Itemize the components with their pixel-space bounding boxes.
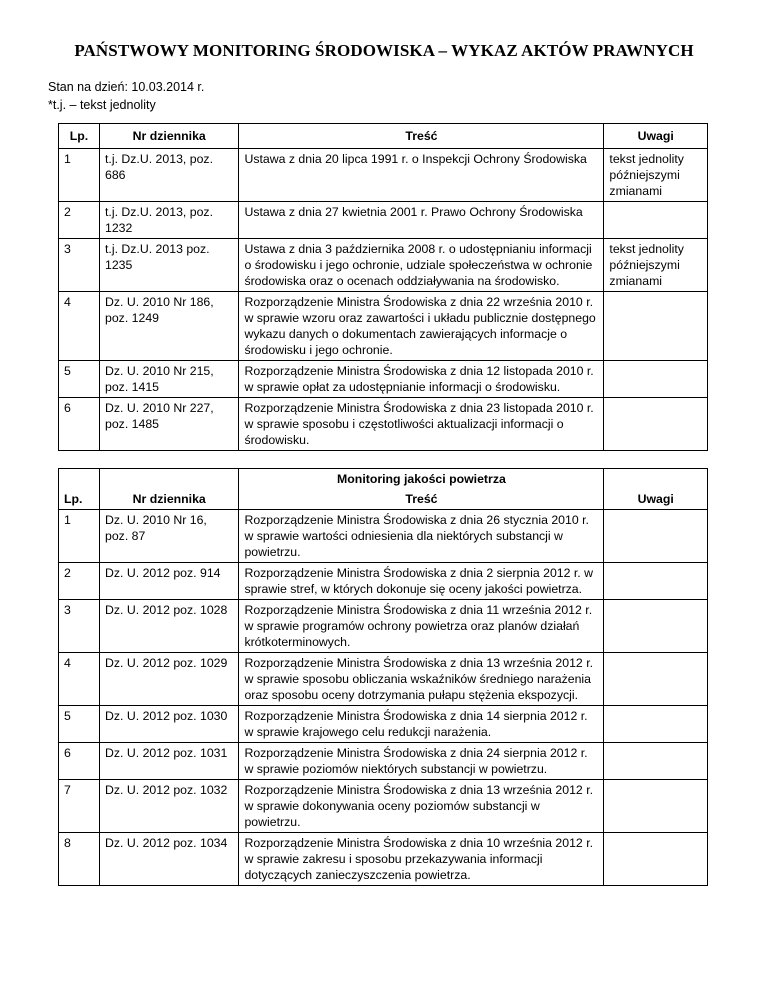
row-tresc: Ustawa z dnia 3 października 2008 r. o udostępnianiu informacji o środowisku i jego ochronie, udziale społeczeństwa w ochronie środowiska oraz o ocenach oddziaływania na środowisko. bbox=[239, 239, 604, 292]
row-nr: Dz. U. 2010 Nr 215, poz. 1415 bbox=[100, 361, 239, 398]
table-row bbox=[59, 743, 708, 780]
row-tresc: Rozporządzenie Ministra Środowiska z dnia 13 września 2012 r. w sprawie dokonywania oceny poziomów substancji w powietrzu. bbox=[239, 780, 604, 833]
row-uwagi: tekst jednolity późniejszymi zmianami bbox=[604, 149, 708, 202]
row-tresc: Rozporządzenie Ministra Środowiska z dnia 22 września 2010 r. w sprawie wzoru oraz zawartości i układu publicznie dostępnego wykazu danych o dokumentach zawierających informacje o środowisku i jego ochronie. bbox=[239, 292, 604, 361]
col-uwagi-header: Uwagi bbox=[604, 489, 708, 510]
row-tresc: Rozporządzenie Ministra Środowiska z dnia 13 września 2012 r. w sprawie sposobu obliczania wskaźników średniego narażenia oraz sposobu oceny dotrzymania pułapu stężenia ekspozycji. bbox=[239, 653, 604, 706]
row-uwagi bbox=[604, 563, 708, 600]
table-row bbox=[59, 149, 708, 202]
row-lp: 2 bbox=[59, 202, 100, 239]
row-lp: 1 bbox=[59, 149, 100, 202]
row-tresc: Rozporządzenie Ministra Środowiska z dnia 10 września 2012 r. w sprawie zakresu i sposobu przekazywania informacji dotyczących zanieczyszczenia powietrza. bbox=[239, 833, 604, 886]
row-lp: 2 bbox=[59, 563, 100, 600]
row-tresc: Rozporządzenie Ministra Środowiska z dnia 2 sierpnia 2012 r. w sprawie stref, w których dokonuje się oceny jakości powietrza. bbox=[239, 563, 604, 600]
row-uwagi bbox=[604, 706, 708, 743]
row-nr: Dz. U. 2010 Nr 16, poz. 87 bbox=[100, 510, 239, 563]
row-lp: 6 bbox=[59, 743, 100, 780]
table-row bbox=[59, 563, 708, 600]
row-uwagi bbox=[604, 780, 708, 833]
col-uwagi-header: Uwagi bbox=[604, 124, 708, 149]
row-uwagi bbox=[604, 510, 708, 563]
table-row bbox=[59, 510, 708, 563]
col-nr-header: Nr dziennika bbox=[100, 124, 239, 149]
col-tresc-header: Treść bbox=[239, 124, 604, 149]
status-date: Stan na dzień: 10.03.2014 r. bbox=[48, 80, 205, 94]
row-uwagi bbox=[604, 653, 708, 706]
row-nr: Dz. U. 2012 poz. 1031 bbox=[100, 743, 239, 780]
table-row bbox=[59, 833, 708, 886]
row-lp: 3 bbox=[59, 600, 100, 653]
row-lp: 1 bbox=[59, 510, 100, 563]
table-row bbox=[59, 202, 708, 239]
table-row bbox=[59, 398, 708, 451]
col-nr-header: Nr dziennika bbox=[100, 489, 239, 510]
row-uwagi bbox=[604, 398, 708, 451]
abbreviation-note: *t.j. – tekst jednolity bbox=[48, 98, 156, 112]
row-tresc: Rozporządzenie Ministra Środowiska z dnia 23 listopada 2010 r. w sprawie sposobu i częstotliwości aktualizacji informacji o środowisku. bbox=[239, 398, 604, 451]
row-nr: Dz. U. 2012 poz. 1028 bbox=[100, 600, 239, 653]
row-nr: t.j. Dz.U. 2013 poz. 1235 bbox=[100, 239, 239, 292]
row-tresc: Rozporządzenie Ministra Środowiska z dnia 12 listopada 2010 r. w sprawie opłat za udostępnianie informacji o środowisku. bbox=[239, 361, 604, 398]
row-uwagi bbox=[604, 292, 708, 361]
table-row bbox=[59, 706, 708, 743]
row-nr: t.j. Dz.U. 2013, poz. 686 bbox=[100, 149, 239, 202]
table-row bbox=[59, 600, 708, 653]
table-row bbox=[59, 239, 708, 292]
table-row bbox=[59, 653, 708, 706]
table-header-row bbox=[59, 124, 708, 149]
row-nr: Dz. U. 2010 Nr 227, poz. 1485 bbox=[100, 398, 239, 451]
section-header-row bbox=[59, 469, 708, 490]
row-uwagi bbox=[604, 361, 708, 398]
col-tresc-header: Treść bbox=[239, 489, 604, 510]
col-lp-header: Lp. bbox=[59, 124, 100, 149]
row-tresc: Rozporządzenie Ministra Środowiska z dnia 11 września 2012 r. w sprawie programów ochrony powietrza oraz planów działań krótkoterminowych. bbox=[239, 600, 604, 653]
row-nr: t.j. Dz.U. 2013, poz. 1232 bbox=[100, 202, 239, 239]
row-uwagi bbox=[604, 833, 708, 886]
table-row bbox=[59, 780, 708, 833]
row-uwagi bbox=[604, 600, 708, 653]
row-nr: Dz. U. 2012 poz. 1029 bbox=[100, 653, 239, 706]
col-lp-header: Lp. bbox=[59, 489, 100, 510]
row-nr: Dz. U. 2010 Nr 186, poz. 1249 bbox=[100, 292, 239, 361]
row-lp: 6 bbox=[59, 398, 100, 451]
air-quality-table bbox=[58, 468, 708, 886]
table-row bbox=[59, 361, 708, 398]
legal-acts-table bbox=[58, 123, 708, 451]
row-tresc: Ustawa z dnia 27 kwietnia 2001 r. Prawo Ochrony Środowiska bbox=[239, 202, 604, 239]
row-lp: 8 bbox=[59, 833, 100, 886]
row-nr: Dz. U. 2012 poz. 1032 bbox=[100, 780, 239, 833]
page-title: PAŃSTWOWY MONITORING ŚRODOWISKA – WYKAZ AKTÓW PRAWNYCH bbox=[74, 41, 694, 60]
table-row bbox=[59, 292, 708, 361]
row-uwagi bbox=[604, 743, 708, 780]
row-tresc: Rozporządzenie Ministra Środowiska z dnia 14 sierpnia 2012 r. w sprawie krajowego celu redukcji narażenia. bbox=[239, 706, 604, 743]
row-tresc: Rozporządzenie Ministra Środowiska z dnia 24 sierpnia 2012 r. w sprawie poziomów niektórych substancji w powietrzu. bbox=[239, 743, 604, 780]
row-nr: Dz. U. 2012 poz. 914 bbox=[100, 563, 239, 600]
row-lp: 7 bbox=[59, 780, 100, 833]
row-uwagi bbox=[604, 202, 708, 239]
row-lp: 4 bbox=[59, 653, 100, 706]
row-lp: 5 bbox=[59, 706, 100, 743]
row-uwagi: tekst jednolity późniejszymi zmianami bbox=[604, 239, 708, 292]
table-header-row bbox=[59, 489, 708, 510]
row-nr: Dz. U. 2012 poz. 1034 bbox=[100, 833, 239, 886]
row-tresc: Ustawa z dnia 20 lipca 1991 r. o Inspekcji Ochrony Środowiska bbox=[239, 149, 604, 202]
section-title: Monitoring jakości powietrza bbox=[239, 469, 604, 490]
row-lp: 5 bbox=[59, 361, 100, 398]
row-lp: 4 bbox=[59, 292, 100, 361]
row-nr: Dz. U. 2012 poz. 1030 bbox=[100, 706, 239, 743]
row-tresc: Rozporządzenie Ministra Środowiska z dnia 26 stycznia 2010 r. w sprawie wartości odniesienia dla niektórych substancji w powietrzu. bbox=[239, 510, 604, 563]
row-lp: 3 bbox=[59, 239, 100, 292]
